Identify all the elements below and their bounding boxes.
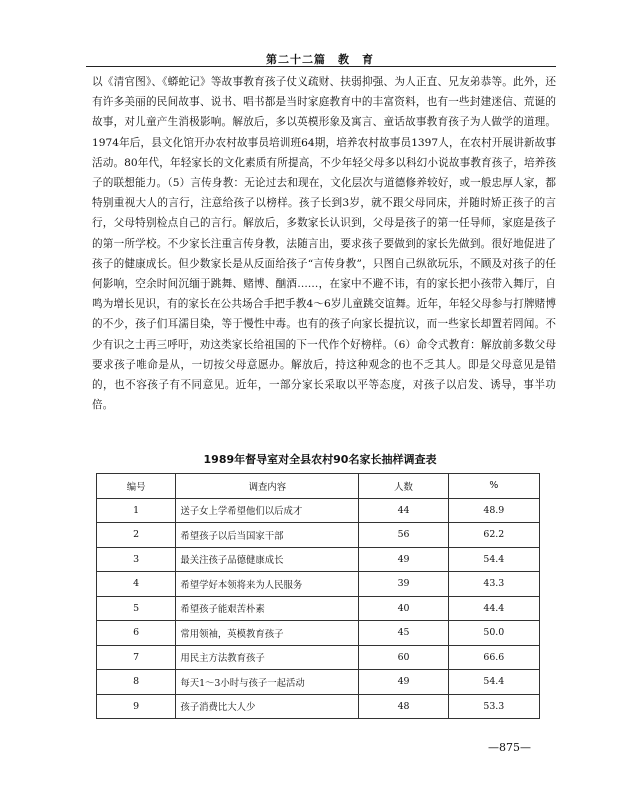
row-content: 常用领袖，英模教育孩子 (176, 621, 359, 646)
header-cell-count: 人数 (359, 474, 448, 499)
row-content: 希望孩子以后当国家干部 (176, 523, 359, 548)
table-row (97, 645, 540, 670)
table-row (97, 523, 540, 548)
row-percent: 62.2 (448, 523, 539, 548)
row-percent: 66.6 (448, 645, 539, 670)
row-percent: 50.0 (448, 621, 539, 646)
row-percent: 48.9 (448, 498, 539, 523)
page-number: —875— (488, 741, 531, 754)
body-paragraph: 以《清官图》、《蟒蛇记》等故事教育孩子仗义疏财、扶弱抑强、为人正直、兄友弟恭等。此外，还有许多美丽的民间故事、说书、唱书都是当时家庭教育中的丰富资料，也有一些封建迷信、荒诞的故事，对儿童产生消极影响。解放后，多以英模形象及寓言、童话故事教育孩子为人做学的道理。1974年后，县文化馆开办农村故事员培训班64期，培养农村故事员1397人，在农村开展讲新故事活动。80年代，年轻家长的文化素质有所提高，不少年轻父母多以科幻小说故事教育孩子，培养孩子的联想能力。（5）言传身教：无论过去和现在，文化层次与道德修养较好，或一般忠厚人家，都特别重视大人的言行，注意给孩子以榜样。孩子长到3岁，就不跟父母同床，并随时矫正孩子的言行，父母特别检点自己的言行。解放后，多数家长认识到，父母是孩子的第一任导师，家庭是孩子的第一所学校。不少家长注重言传身教，法随言出，要求孩子要做到的家长先做到。很好地促进了孩子的健康成长。但少数家长是从反面给孩子“言传身教”，只图自己纵欲玩乐，不顾及对孩子的任何影响，空余时间沉缅于跳舞、赌博、酗酒……，在家中不避不讳，有的家长把小孩带入舞厅，自鸣为增长见识，有的家长在公共场合手把手教4～6岁儿童跳交谊舞。近年，年轻父母参与打牌赌博的不少，孩子们耳濡目染，等于慢性中毒。也有的孩子向家长提抗议，而一些家长却置若罔闻。不少有识之士再三呼吁，劝这类家长给祖国的下一代作个好榜样。（6）命令式教育：解放前多数父母要求孩子唯命是从，一切按父母意愿办。解放后，持这种观念的也不乏其人。即是父母意见是错的，也不容孩子有不同意见。近年，一部分家长采取以平等态度，对孩子以启发、诱导，事半功倍。 (92, 76, 556, 412)
row-number: 8 (97, 670, 176, 695)
row-content: 送子女上学希望他们以后成才 (176, 498, 359, 523)
running-header: 第二十二篇 教 育 (266, 53, 374, 66)
table-row (97, 547, 540, 572)
row-content: 最关注孩子品德健康成长 (176, 547, 359, 572)
row-content: 孩子消费比大人少 (176, 694, 359, 719)
row-content: 用民主方法教育孩子 (176, 645, 359, 670)
table-row (97, 498, 540, 523)
table-row (97, 621, 540, 646)
row-percent: 54.4 (448, 547, 539, 572)
row-percent: 43.3 (448, 572, 539, 597)
table-row (97, 670, 540, 695)
row-number: 7 (97, 645, 176, 670)
row-count: 49 (359, 547, 448, 572)
row-count: 45 (359, 621, 448, 646)
table-title: 1989年督导室对全县农村90名家长抽样调查表 (203, 453, 437, 466)
row-number: 3 (97, 547, 176, 572)
row-percent: 44.4 (448, 596, 539, 621)
row-count: 60 (359, 645, 448, 670)
row-percent: 53.3 (448, 694, 539, 719)
body-text (92, 72, 556, 415)
header-cell-content: 调查内容 (176, 474, 359, 499)
row-count: 48 (359, 694, 448, 719)
row-number: 1 (97, 498, 176, 523)
row-number: 9 (97, 694, 176, 719)
table-row (97, 596, 540, 621)
row-content: 希望孩子能艰苦朴素 (176, 596, 359, 621)
row-count: 39 (359, 572, 448, 597)
row-number: 5 (97, 596, 176, 621)
row-number: 6 (97, 621, 176, 646)
table-header-row (97, 474, 540, 499)
header-cell-percent: % (448, 474, 539, 499)
row-content: 希望学好本领将来为人民服务 (176, 572, 359, 597)
row-count: 56 (359, 523, 448, 548)
row-count: 40 (359, 596, 448, 621)
header-cell-number: 编号 (97, 474, 176, 499)
row-content: 每天1～3小时与孩子一起活动 (176, 670, 359, 695)
row-count: 49 (359, 670, 448, 695)
header-divider (86, 66, 556, 67)
row-number: 2 (97, 523, 176, 548)
row-percent: 54.4 (448, 670, 539, 695)
table-row (97, 572, 540, 597)
survey-table (96, 473, 540, 719)
row-count: 44 (359, 498, 448, 523)
table-row (97, 694, 540, 719)
row-number: 4 (97, 572, 176, 597)
